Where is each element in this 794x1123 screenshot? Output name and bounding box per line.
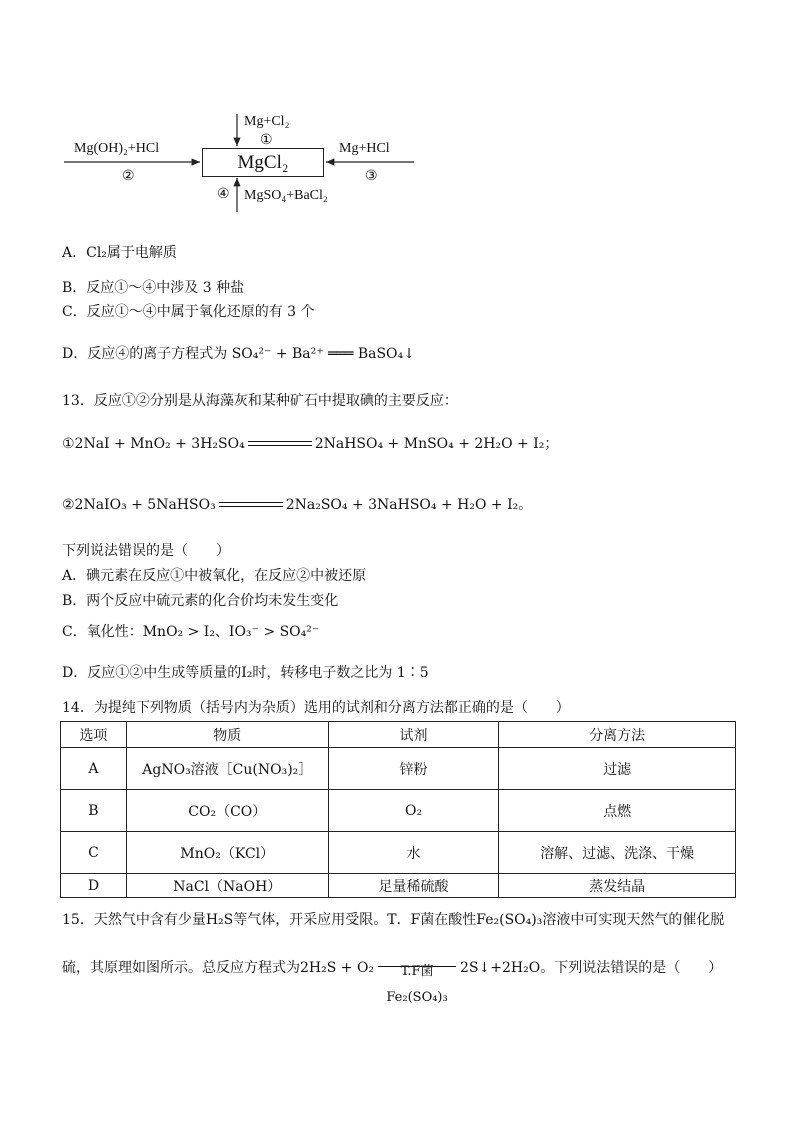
- left-reactants: Mg(OH)₂+HCl: [74, 141, 160, 156]
- top-number: ①: [260, 133, 273, 148]
- q13-option-d: D．反应①②中生成等质量的I₂时，转移电子数之比为 1∶5: [62, 665, 429, 681]
- bottom-reactants: MgSO₄+BaCl₂: [244, 188, 328, 203]
- center-compound: MgCl₂: [237, 152, 289, 173]
- reaction-diagram: [62, 108, 422, 218]
- q13-equation-2: [62, 495, 532, 515]
- top-reactants: Mg+Cl₂: [244, 114, 290, 129]
- table-row: [61, 790, 736, 832]
- q15-line-2: [62, 940, 723, 1005]
- q12-option-d-text: D．反应④的离子方程式为: [62, 346, 228, 362]
- q13-option-b: B．两个反应中硫元素的化合价均未发生变化: [62, 593, 339, 609]
- cell-substance: AgNO₃溶液［Cu(NO₃)₂］: [126, 748, 328, 790]
- cell-reagent: O₂: [328, 790, 499, 832]
- cell-option: D: [61, 874, 127, 898]
- q15-line-2-start: 硫，其原理如图所示。总反应方程式为2H₂S + O₂: [62, 960, 375, 976]
- eq1-reactants: ①2NaI + MnO₂ + 3H₂SO₄: [62, 436, 245, 452]
- cell-reagent: 水: [328, 832, 499, 874]
- condition-medium: Fe₂(SO₄)₃: [386, 990, 448, 1005]
- table-row: [61, 832, 736, 874]
- cell-option: B: [61, 790, 127, 832]
- q12-option-a: A．Cl₂属于电解质: [62, 245, 177, 261]
- cell-substance: MnO₂（KCl）: [126, 832, 328, 874]
- cell-reagent: 足量稀硫酸: [328, 874, 499, 898]
- table-header-row: [61, 722, 736, 748]
- table-row: [61, 748, 736, 790]
- right-number: ③: [365, 169, 378, 184]
- eq2-reactants: ②2NaIO₃ + 5NaHSO₃: [62, 497, 216, 513]
- bottom-number: ④: [217, 187, 230, 202]
- q13-stem: 13．反应①②分别是从海藻灰和某种矿石中提取碘的主要反应：: [62, 393, 458, 409]
- eq1-equals-sign: [248, 439, 312, 449]
- cell-substance: CO₂（CO）: [126, 790, 328, 832]
- q12-option-c: C．反应①～④中属于氧化还原的有 3 个: [62, 304, 315, 320]
- mgcl2-box: [202, 148, 324, 177]
- q14-table: [60, 721, 736, 898]
- q13-option-a: A．碘元素在反应①中被氧化，在反应②中被还原: [62, 568, 367, 584]
- q12-option-d-equation: SO₄²⁻ + Ba²⁺ ═══ BaSO₄↓: [231, 346, 415, 362]
- cell-reagent: 锌粉: [328, 748, 499, 790]
- q15-line-1: 15．天然气中含有少量H₂S等气体，开采应用受限。T．F菌在酸性Fe₂(SO₄)₃溶液中可实现天然气的催化脱: [62, 912, 725, 928]
- q13-question: 下列说法错误的是（ ）: [62, 543, 230, 559]
- condition-bar: [378, 966, 456, 967]
- q12-option-d: [62, 344, 415, 364]
- cell-substance: NaCl（NaOH）: [126, 874, 328, 898]
- eq1-products: 2NaHSO₄ + MnSO₄ + 2H₂O + I₂；: [314, 436, 559, 452]
- header-reagent: 试剂: [328, 722, 499, 748]
- q12-option-b: B．反应①～④中涉及 3 种盐: [62, 280, 245, 296]
- q15-line-2-end: 2S↓+2H₂O。下列说法错误的是（ ）: [460, 960, 723, 976]
- header-substance: 物质: [126, 722, 328, 748]
- eq2-products: 2Na₂SO₄ + 3NaHSO₄ + H₂O + I₂。: [285, 497, 533, 513]
- condition-catalyst: T.F菌: [400, 964, 434, 979]
- left-number: ②: [122, 169, 135, 184]
- cell-method: 点燃: [499, 790, 736, 832]
- table-row: [61, 874, 736, 898]
- header-option: 选项: [61, 722, 127, 748]
- q13-equation-1: [62, 434, 558, 454]
- right-reactants: Mg+HCl: [339, 141, 390, 156]
- q14-stem: 14．为提纯下列物质（括号内为杂质）选用的试剂和分离方法都正确的是（ ）: [62, 700, 570, 716]
- cell-method: 过滤: [499, 748, 736, 790]
- cell-option: A: [61, 748, 127, 790]
- q13-option-c: C．氧化性：MnO₂ > I₂、IO₃⁻ > SO₄²⁻: [62, 624, 320, 640]
- eq2-equals-sign: [219, 500, 283, 510]
- cell-option: C: [61, 832, 127, 874]
- cell-method: 蒸发结晶: [499, 874, 736, 898]
- reaction-condition-arrow: [378, 940, 456, 1005]
- header-method: 分离方法: [499, 722, 736, 748]
- cell-method: 溶解、过滤、洗涤、干燥: [499, 832, 736, 874]
